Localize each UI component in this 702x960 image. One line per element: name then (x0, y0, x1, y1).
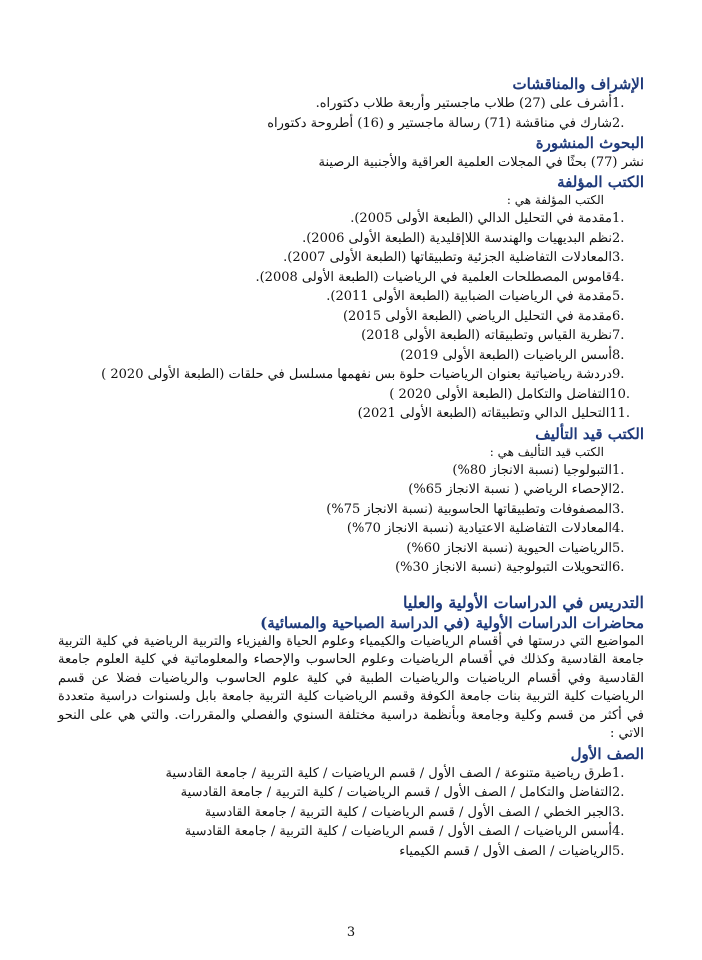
list-item: .9 دردشة رياضياتية بعنوان الرياضيات حلوة بس نفهمها مسلسل في حلقات (الطبعة الأولى 2020 ) (101, 367, 625, 382)
research-heading: البحوث المنشورة (535, 134, 644, 152)
list-item: .1 مقدمة في التحليل الدالي (الطبعة الأولى 2005). (350, 211, 625, 226)
list-item: .7 نظرية القياس وتطبيقاته (الطبعة الأولى 2018) (361, 328, 625, 343)
books-list (58, 209, 644, 424)
list-item: .4 أسس الرياضيات / الصف الأول / قسم الرياضيات / كلية التربية / جامعة القادسية (184, 824, 625, 839)
first-year-heading: الصف الأول (570, 744, 644, 763)
research-text: نشر (77) بحثًا في المجلات العلمية العراقية والأجنبية الرصينة (318, 155, 644, 170)
list-item: .1 طرق رياضية متنوعة / الصف الأول / قسم الرياضيات / كلية التربية / جامعة القادسية (165, 765, 625, 781)
list-item: .3 المعادلات التفاضلية الجزئية وتطبيقاتها (الطبعة الأولى 2007). (283, 250, 625, 265)
list-item: .2 شارك في مناقشة (71) رسالة ماجستير و (16) أطروحة دكتوراه (267, 115, 625, 131)
supervision-list (58, 94, 644, 133)
list-item: .1 التبولوجيا (نسبة الانجاز 80%) (452, 462, 625, 478)
teaching-paragraph: المواضيع التي درستها في أقسام الرياضيات والكيمياء وعلوم الحياة والفيزياء والتربية الرياضية في كلية التربية جامعة القادسية وكذلك في أقسام الرياضيات وعلوم الحاسوب والإحصاء والمعلوماتية في كلية العلوم جامعة القادسية وفي أقسام الرياضيات والرياضيات الطبية في كلية علوم الحاسوب والرياضيات فضلا عن قسم الرياضيات كلية التربية بنات جامعة الكوفة وقسم الرياضيات كلية التربية جامعة بابل ولسنوات دراسية متعددة في أكثر من قسم وكلية وجامعة وبأنظمة دراسية مختلفة السنوي والفصلي والمقررات. والتي هي على النحو الاتي : (58, 633, 644, 741)
list-item: .4 قاموس المصطلحات العلمية في الرياضيات (الطبعة الأولى 2008). (255, 269, 625, 285)
books-in-progress-heading: الكتب قيد التأليف (535, 424, 644, 443)
list-item: .2 نظم البديهيات والهندسة اللاإقليدية (الطبعة الأولى 2006). (302, 230, 625, 246)
list-item: .5 مقدمة في الرياضيات الضبابية (الطبعة الأولى 2011). (326, 289, 625, 304)
books-in-progress-intro: الكتب قيد التأليف هي : (489, 444, 604, 459)
books-in-progress-list (58, 461, 644, 578)
list-item: .5 الرياضيات / الصف الأول / قسم الكيمياء (399, 843, 625, 859)
list-item: .11 التحليل الدالي وتطبيقاته (الطبعة الأولى 2021) (357, 406, 630, 421)
list-item: .5 الرياضيات الحيوية (نسبة الانجاز 60%) (406, 540, 625, 556)
list-item: .3 الجبر الخطي / الصف الأول / قسم الرياضيات / كلية التربية / جامعة القادسية (204, 804, 625, 820)
page-content (58, 74, 644, 861)
list-item: .10 التفاضل والتكامل (الطبعة الأولى 2020 ) (389, 386, 630, 402)
teaching-heading: التدريس في الدراسات الأولية والعليا (403, 592, 644, 612)
books-intro: الكتب المؤلفة هي : (506, 193, 604, 207)
first-year-list (58, 764, 644, 862)
list-item: .4 المعادلات التفاضلية الاعتيادية (نسبة الانجاز 70%) (346, 521, 625, 536)
list-item: .1 أشرف على (27) طلاب ماجستير وأربعة طلاب دكتوراه. (315, 96, 625, 111)
supervision-heading: الإشراف والمناقشات (512, 75, 644, 93)
list-item: .2 الإحصاء الرياضي ( نسبة الانجاز 65%) (408, 482, 625, 497)
books-heading: الكتب المؤلفة (557, 173, 644, 191)
list-item: .6 التحويلات التبولوجية (نسبة الانجاز 30%) (395, 560, 625, 575)
teaching-subheading: محاضرات الدراسات الأولية (في الدراسة الصباحية والمسائية) (260, 613, 644, 632)
list-item: .6 مقدمة في التحليل الرياضي (الطبعة الأولى 2015) (342, 308, 625, 324)
list-item: .2 التفاضل والتكامل / الصف الأول / قسم الرياضيات / كلية التربية / جامعة القادسية (180, 785, 625, 800)
page-number: 3 (346, 925, 356, 940)
list-item: .3 المصفوفات وتطبيقاتها الحاسوبية (نسبة الانجاز 75%) (326, 501, 625, 517)
list-item: .8 أسس الرياضيات (الطبعة الأولى 2019) (400, 347, 625, 363)
